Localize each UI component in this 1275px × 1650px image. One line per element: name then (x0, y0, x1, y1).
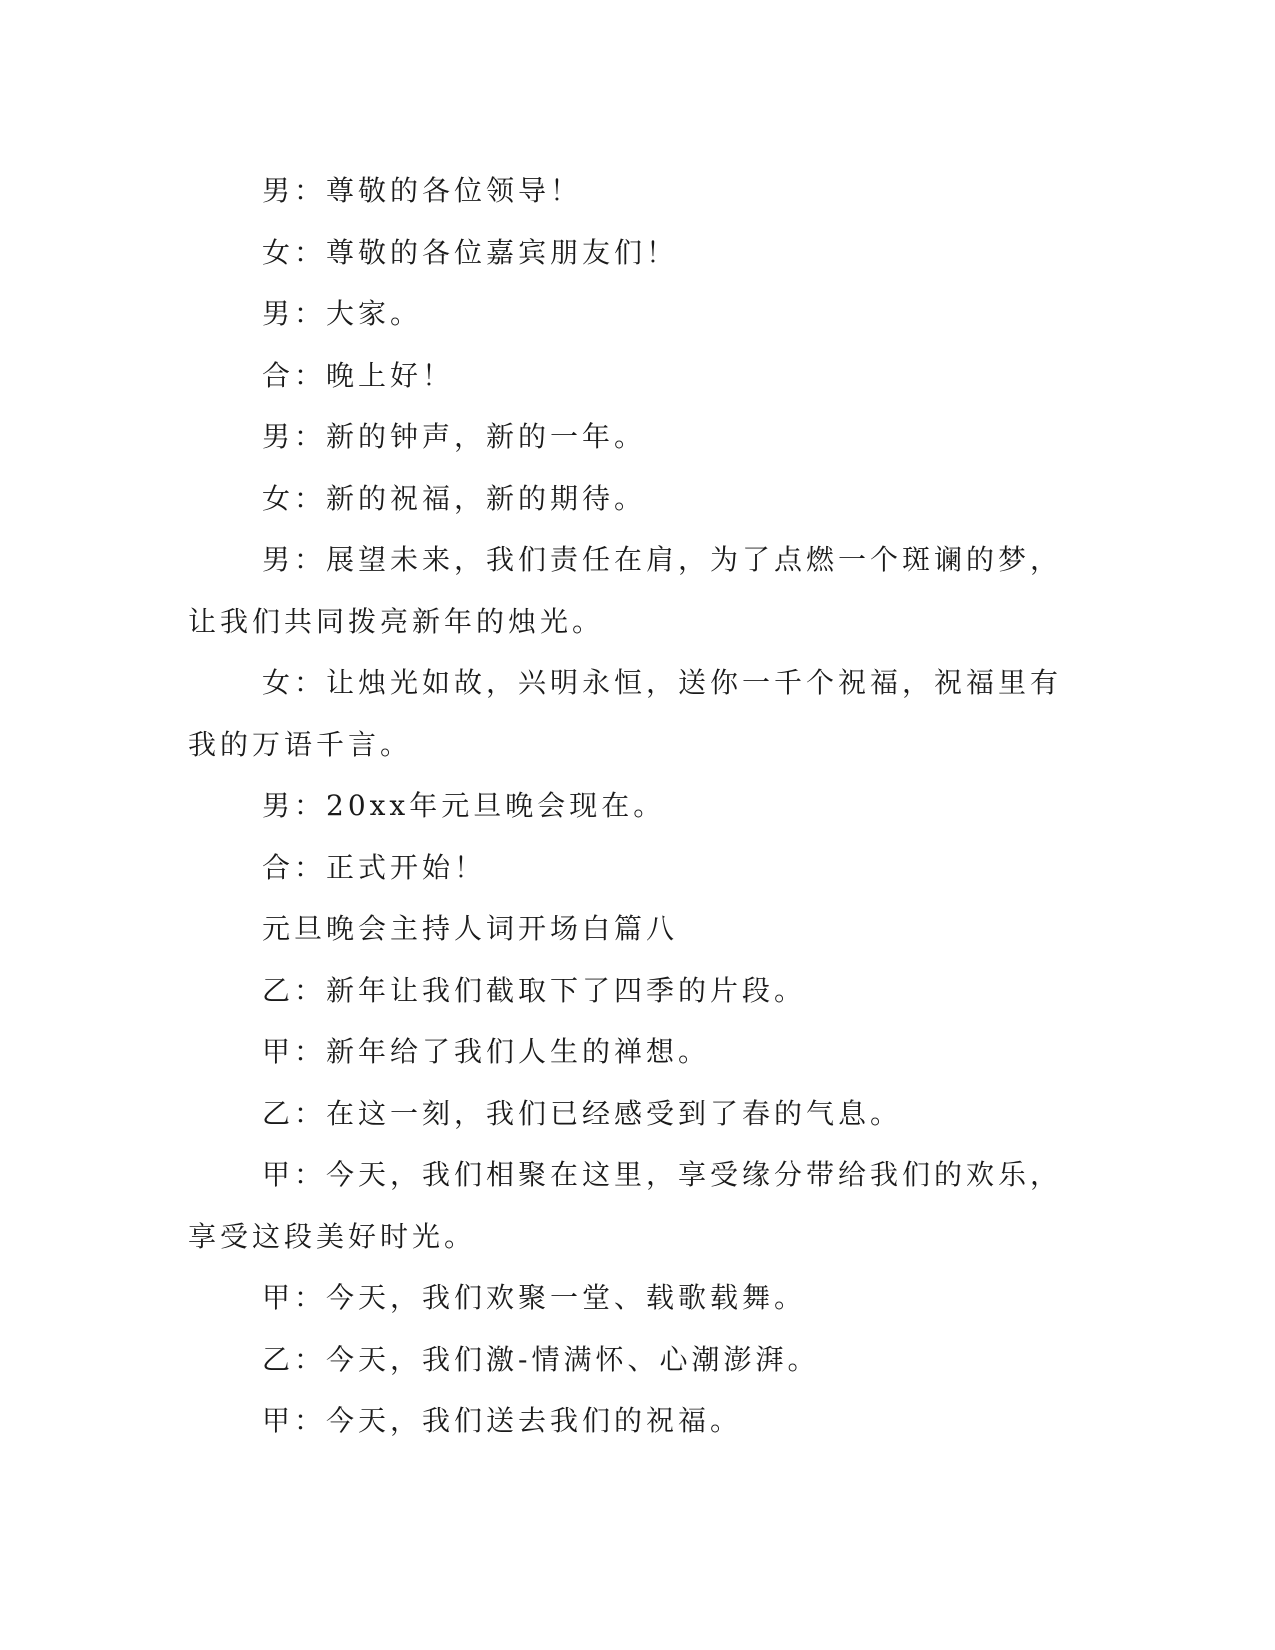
paragraph-1: 男：尊敬的各位领导！ (262, 174, 583, 207)
paragraph-16: 甲：今天，我们欢聚一堂、载歌载舞。 (262, 1281, 807, 1314)
paragraph-14: 乙：在这一刻，我们已经感受到了春的气息。 (262, 1096, 903, 1130)
paragraph-3: 男：大家。 (262, 297, 423, 330)
paragraph-13: 甲：新年给了我们人生的禅想。 (262, 1035, 711, 1068)
paragraph-9: 男：20xx年元旦晚会现在。 (262, 789, 666, 822)
paragraph-17: 乙：今天，我们激-情满怀、心潮澎湃。 (262, 1342, 820, 1376)
paragraph-7: 男：展望未来，我们责任在肩，为了点燃一个斑谰的梦，让我们共同拨亮新年的烛光。 (188, 543, 1063, 638)
paragraph-12: 乙：新年让我们截取下了四季的片段。 (262, 973, 807, 1007)
paragraph-4: 合：晚上好！ (262, 358, 455, 392)
section-heading: 元旦晚会主持人词开场白篇八 (262, 912, 679, 945)
paragraph-8: 女：让烛光如故，兴明永恒，送你一千个祝福，祝福里有我的万语千言。 (188, 666, 1063, 761)
paragraph-6: 女：新的祝福，新的期待。 (262, 481, 647, 515)
paragraph-15: 甲：今天，我们相聚在这里，享受缘分带给我们的欢乐，享受这段美好时光。 (188, 1158, 1063, 1253)
paragraph-5: 男：新的钟声，新的一年。 (262, 420, 647, 453)
paragraph-10: 合：正式开始！ (262, 850, 487, 884)
document-body (188, 160, 1068, 1452)
paragraph-2: 女：尊敬的各位嘉宾朋友们！ (262, 235, 679, 269)
paragraph-18: 甲：今天，我们送去我们的祝福。 (262, 1404, 743, 1437)
